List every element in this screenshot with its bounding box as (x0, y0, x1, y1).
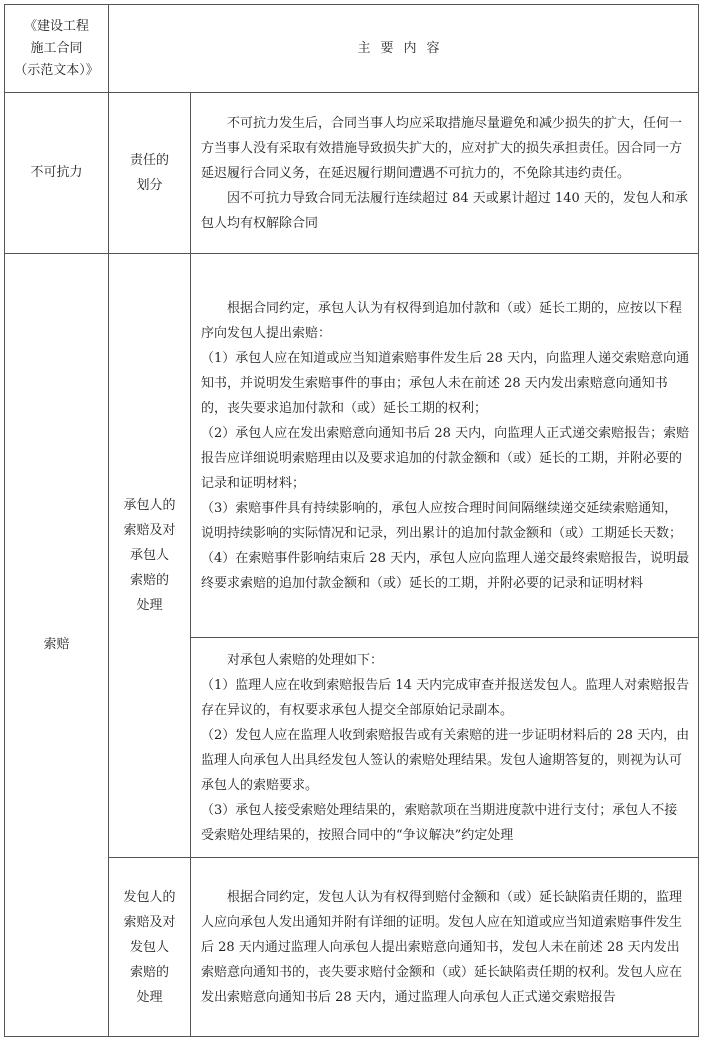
employer-sub-line-1: 发包人的 (123, 889, 176, 905)
contractor-sub-line-1: 承包人的 (123, 498, 176, 513)
header-left-line-1: 《建设工程 (23, 18, 89, 34)
contractor-procedure-item-4: （4）在索赔事件影响结束后 28 天内，承包人应向监理人递交最终索赔报告，说明最终要求索赔的追加付款金额和（或）延长的工期，并附必要的记录和证明材料 (201, 550, 690, 591)
claims-row-1 (5, 254, 699, 638)
header-left-cell (5, 5, 109, 93)
contractor-sub-line-5: 处理 (136, 598, 163, 613)
header-main-cell (109, 5, 699, 93)
header-left-line-2: 施工合同 (30, 40, 83, 56)
contractor-handling-intro: 对承包人索赔的处理如下： (227, 652, 384, 668)
contractor-claim-procedure (191, 254, 699, 638)
contractor-sub-line-4: 索赔的 (129, 573, 169, 588)
force-majeure-row (5, 93, 699, 254)
force-majeure-sub-line-1: 责任的 (129, 153, 169, 168)
contractor-claim-handling (191, 638, 699, 858)
contract-table (4, 4, 699, 1037)
contractor-handling-item-1: （1）监理人应在收到索赔报告后 14 天内完成审查并报送发包人。监理人对索赔报告存在异议的，有权要求承包人提交全部原始记录副本。 (201, 677, 690, 718)
employer-claim-content (191, 858, 699, 1037)
employer-sub-line-5: 处理 (136, 989, 163, 1005)
employer-sub-line-4: 索赔的 (129, 964, 169, 980)
claims-row-3 (5, 858, 699, 1037)
force-majeure-paragraph-2: 因不可抗力导致合同无法履行连续超过 84 天或累计超过 140 天的，发包人和承包人均有权解除合同 (201, 190, 688, 231)
employer-sub-line-3: 发包人 (129, 939, 169, 955)
contractor-sub-line-2: 索赔及对 (123, 523, 176, 538)
force-majeure-content (191, 93, 699, 254)
contractor-procedure-intro: 根据合同约定，承包人认为有权得到追加付款和（或）延长工期的，应按以下程序向发包人提出索赔： (201, 300, 683, 341)
contractor-procedure-item-2: （2）承包人应在发出索赔意向通知书后 28 天内，向监理人正式递交索赔报告；索赔报告应详细说明索赔理由以及要求追加的付款金额和（或）延长的工期，并附必要的记录和证明材料； (201, 425, 690, 491)
header-main-title: 主要内容 (357, 40, 450, 56)
contractor-sub-line-3: 承包人 (129, 548, 169, 563)
employer-sub-line-2: 索赔及对 (123, 914, 176, 930)
force-majeure-subcategory (109, 93, 191, 254)
header-row (5, 5, 699, 93)
force-majeure-sub-line-2: 划分 (136, 178, 163, 193)
contractor-handling-item-3: （3）承包人接受索赔处理结果的，索赔款项在当期进度款中进行支付；承包人不接受索赔处理结果的，按照合同中的“争议解决”约定处理 (201, 802, 678, 843)
force-majeure-paragraph-1: 不可抗力发生后，合同当事人均应采取措施尽量避免和减少损失的扩大，任何一方当事人没有采取有效措施导致损失扩大的，应对扩大的损失承担责任。因合同一方延迟履行合同义务，在延迟履行期间遭遇不可抗力的，不免除其违约责任。 (201, 115, 683, 181)
force-majeure-category: 不可抗力 (5, 93, 109, 254)
claims-category: 索赔 (5, 254, 109, 1037)
contractor-procedure-item-1: （1）承包人应在知道或应当知道索赔事件发生后 28 天内，向监理人递交索赔意向通知书，并说明发生索赔事件的事由；承包人未在前述 28 天内发出索赔意向通知书的，丧失要求追加付款和（或）延长工期的权利； (201, 350, 690, 416)
employer-claims-subcategory (109, 858, 191, 1037)
contractor-handling-item-2: （2）发包人应在监理人收到索赔报告或有关索赔的进一步证明材料后的 28 天内，由监理人向承包人出具经发包人签认的索赔处理结果。发包人逾期答复的，则视为认可承包人的索赔要求。 (201, 727, 690, 793)
contractor-claims-subcategory (109, 254, 191, 858)
contractor-procedure-item-3: （3）索赔事件具有持续影响的，承包人应按合理时间间隔继续递交延续索赔通知，说明持续影响的实际情况和记录，列出累计的追加付款金额和（或）工期延长天数； (201, 500, 683, 541)
employer-claim-paragraph: 根据合同约定，发包人认为有权得到赔付金额和（或）延长缺陷责任期的，监理人应向承包人发出通知并附有详细的证明。发包人应在知道或应当知道索赔事件发生后 28 天内通过监理人向承包人提出索赔意向通知书，发包人未在前述 28 天内发出索赔意向通知书的，丧失要求赔付金额和（或）延长缺陷责任期的权利。发包人应在发出索赔意向通知书后 28 天内，通过监理人向承包人正式递交索赔报告 (201, 889, 683, 1005)
header-left-line-3: （示范文本）》 (14, 62, 99, 78)
